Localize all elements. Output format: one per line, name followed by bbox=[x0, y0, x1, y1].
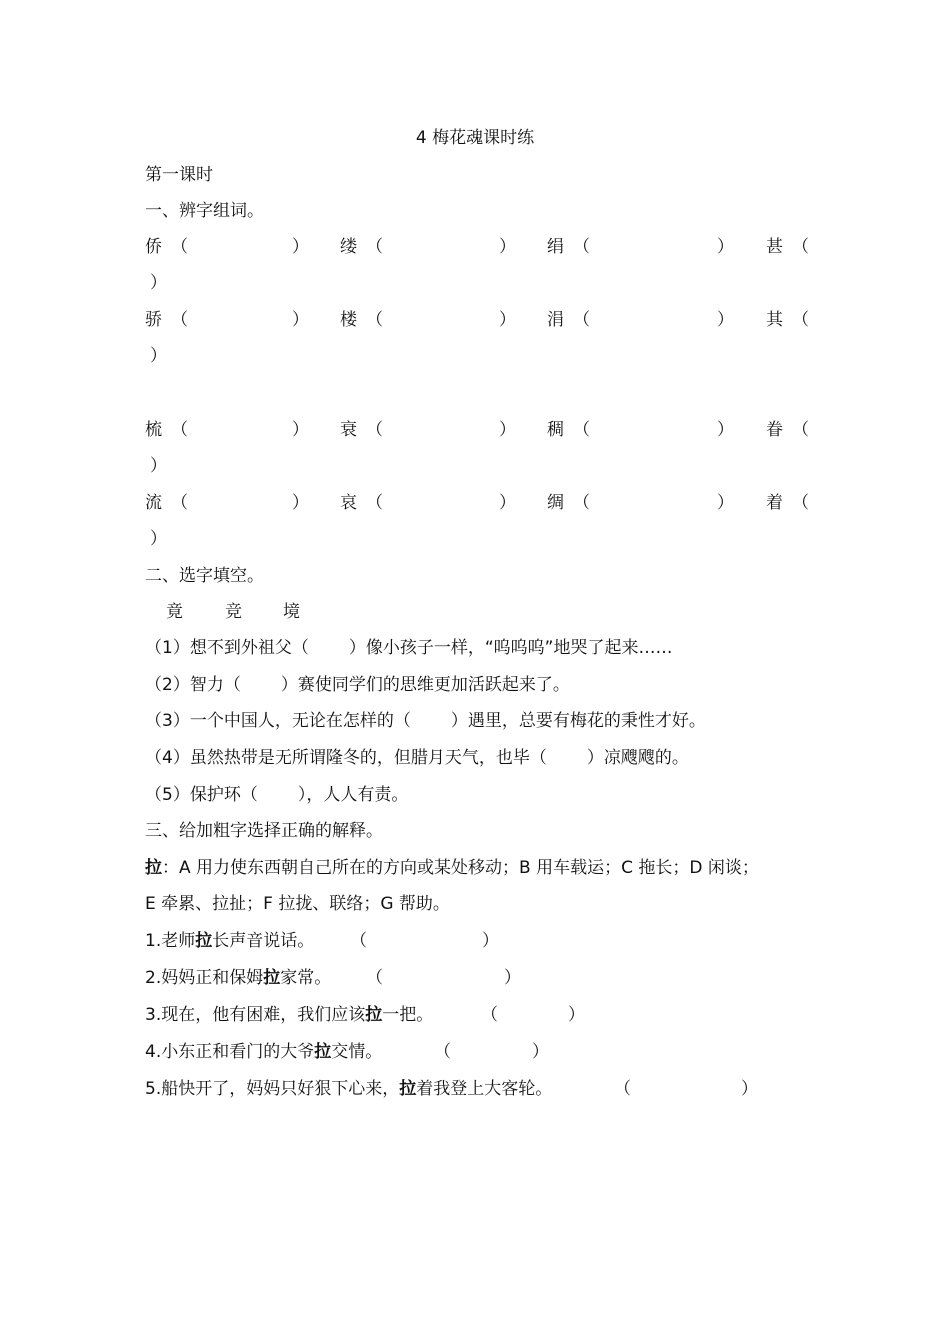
answer-blank-close: ） bbox=[150, 273, 167, 293]
answer-blank-close: ） bbox=[532, 1042, 549, 1062]
answer-blank-close: ） bbox=[499, 237, 516, 257]
answer-blank-close: ） bbox=[499, 493, 516, 513]
answer-blank-close: ） bbox=[150, 346, 167, 366]
word-group-char: 绸 bbox=[547, 493, 564, 513]
item-text-after: ）像小孩子一样，“呜呜呜”地哭了起来…… bbox=[348, 638, 673, 658]
fill-item-1 bbox=[145, 637, 672, 659]
answer-blank-close: ） bbox=[292, 310, 309, 330]
answer-blank-close: ） bbox=[499, 310, 516, 330]
word-group-char: 着 bbox=[766, 493, 783, 513]
answer-blank-close: ） bbox=[717, 310, 734, 330]
choice-char: 竟 bbox=[166, 602, 183, 622]
word-group-char: 楼 bbox=[340, 310, 357, 330]
answer-blank-open[interactable]: （ bbox=[366, 420, 383, 440]
answer-blank-close: ） bbox=[741, 1079, 758, 1099]
answer-blank-open[interactable]: （ bbox=[171, 237, 188, 257]
meaning-item-3 bbox=[145, 1004, 433, 1026]
item-text-after: ），人人有责。 bbox=[297, 785, 409, 805]
meaning-item-4 bbox=[145, 1041, 382, 1063]
meaning-item-5 bbox=[145, 1078, 552, 1100]
answer-blank-open[interactable]: （ bbox=[573, 420, 590, 440]
word-group-char: 骄 bbox=[145, 310, 162, 330]
keyword-bold: 拉 bbox=[314, 1042, 332, 1062]
answer-blank-open[interactable]: （ bbox=[366, 968, 383, 988]
item-text-before: 想不到外祖父（ bbox=[189, 638, 309, 658]
fill-item-4 bbox=[145, 747, 689, 769]
answer-blank-open[interactable]: （ bbox=[792, 310, 809, 330]
definition-text: A 用力使东西朝自己所在的方向或某处移动；B 用车载运；C 拖长；D 闲谈； bbox=[179, 858, 759, 878]
answer-blank-close: ） bbox=[717, 493, 734, 513]
item-text-before: 2.妈妈正和保姆 bbox=[145, 968, 264, 988]
item-text-before: 虽然热带是无所谓隆冬的，但腊月天气，也毕（ bbox=[189, 748, 547, 768]
item-text-after: 家常。 bbox=[280, 968, 332, 988]
answer-blank-open[interactable]: （ bbox=[366, 237, 383, 257]
choice-char: 境 bbox=[283, 602, 300, 622]
item-number: （3） bbox=[145, 711, 190, 731]
answer-blank-close: ） bbox=[504, 968, 521, 988]
answer-blank-close: ） bbox=[150, 529, 167, 549]
answer-blank-open[interactable]: （ bbox=[792, 237, 809, 257]
answer-blank-open[interactable]: （ bbox=[171, 420, 188, 440]
word-group-char: 衰 bbox=[340, 420, 357, 440]
meaning-item-2 bbox=[145, 967, 331, 989]
answer-blank-open[interactable]: （ bbox=[366, 493, 383, 513]
answer-blank-close: ） bbox=[292, 237, 309, 257]
item-text-after: 交情。 bbox=[331, 1042, 383, 1062]
word-group-char: 其 bbox=[766, 310, 783, 330]
page-title: 4 梅花魂课时练 bbox=[415, 128, 535, 148]
fill-item-5 bbox=[145, 784, 408, 806]
choice-char: 竞 bbox=[225, 602, 242, 622]
answer-blank-close: ） bbox=[499, 420, 516, 440]
lesson-label: 第一课时 bbox=[145, 165, 213, 185]
answer-blank-close: ） bbox=[292, 420, 309, 440]
item-text-before: 一个中国人，无论在怎样的（ bbox=[189, 711, 411, 731]
answer-blank-open[interactable]: （ bbox=[792, 420, 809, 440]
item-number: （2） bbox=[145, 675, 190, 695]
word-group-char: 涓 bbox=[547, 310, 564, 330]
answer-blank-open[interactable]: （ bbox=[350, 931, 367, 951]
item-text-before: 保护环（ bbox=[189, 785, 258, 805]
item-text-before: 3.现在，他有困难，我们应该 bbox=[145, 1005, 366, 1025]
item-text-after: ）凉飕飕的。 bbox=[586, 748, 689, 768]
word-group-char: 梳 bbox=[145, 420, 162, 440]
word-group-char: 侨 bbox=[145, 237, 162, 257]
answer-blank-close: ） bbox=[482, 931, 499, 951]
keyword-bold: 拉 bbox=[263, 968, 281, 988]
answer-blank-open[interactable]: （ bbox=[573, 493, 590, 513]
item-text-before: 智力（ bbox=[189, 675, 241, 695]
word-group-char: 流 bbox=[145, 493, 162, 513]
word-group-char: 甚 bbox=[766, 237, 783, 257]
section2-heading: 二、选字填空。 bbox=[145, 566, 264, 586]
item-text-after: ）遇里，总要有梅花的秉性才好。 bbox=[450, 711, 706, 731]
word-group-char: 缕 bbox=[340, 237, 357, 257]
word-group-char: 绢 bbox=[547, 237, 564, 257]
definitions-line-1 bbox=[145, 857, 759, 879]
item-number: （1） bbox=[145, 638, 190, 658]
answer-blank-close: ） bbox=[717, 237, 734, 257]
item-text-after: 一把。 bbox=[382, 1005, 434, 1025]
item-text-after: ）赛使同学们的思维更加活跃起来了。 bbox=[280, 675, 570, 695]
keyword-bold: 拉 bbox=[145, 858, 162, 878]
answer-blank-open[interactable]: （ bbox=[481, 1005, 498, 1025]
item-text-after: 着我登上大客轮。 bbox=[416, 1079, 553, 1099]
keyword-bold: 拉 bbox=[399, 1079, 417, 1099]
meaning-item-1 bbox=[145, 930, 314, 952]
fill-item-2 bbox=[145, 674, 570, 696]
answer-blank-close: ） bbox=[150, 456, 167, 476]
word-group-char: 哀 bbox=[340, 493, 357, 513]
answer-blank-open[interactable]: （ bbox=[434, 1042, 451, 1062]
item-number: （5） bbox=[145, 785, 190, 805]
item-text-before: 1.老师 bbox=[145, 931, 196, 951]
answer-blank-open[interactable]: （ bbox=[573, 237, 590, 257]
word-group-char: 眷 bbox=[766, 420, 783, 440]
answer-blank-open[interactable]: （ bbox=[171, 493, 188, 513]
keyword-bold: 拉 bbox=[195, 931, 213, 951]
answer-blank-close: ） bbox=[717, 420, 734, 440]
item-number: （4） bbox=[145, 748, 190, 768]
fill-item-3 bbox=[145, 710, 706, 732]
answer-blank-close: ） bbox=[292, 493, 309, 513]
answer-blank-open[interactable]: （ bbox=[573, 310, 590, 330]
answer-blank-open[interactable]: （ bbox=[171, 310, 188, 330]
definition-colon: ： bbox=[162, 858, 179, 878]
section3-heading: 三、给加粗字选择正确的解释。 bbox=[145, 821, 383, 841]
definitions-line-2: E 牵累、拉扯；F 拉拢、联络；G 帮助。 bbox=[145, 894, 450, 914]
item-text-before: 4.小东正和看门的大爷 bbox=[145, 1042, 315, 1062]
item-text-after: 长声音说话。 bbox=[212, 931, 315, 951]
answer-blank-close: ） bbox=[568, 1005, 585, 1025]
item-text-before: 5.船快开了，妈妈只好狠下心来， bbox=[145, 1079, 400, 1099]
section1-heading: 一、辨字组词。 bbox=[145, 201, 264, 221]
word-group-char: 稠 bbox=[547, 420, 564, 440]
answer-blank-open[interactable]: （ bbox=[366, 310, 383, 330]
keyword-bold: 拉 bbox=[365, 1005, 383, 1025]
answer-blank-open[interactable]: （ bbox=[614, 1079, 631, 1099]
answer-blank-open[interactable]: （ bbox=[792, 493, 809, 513]
